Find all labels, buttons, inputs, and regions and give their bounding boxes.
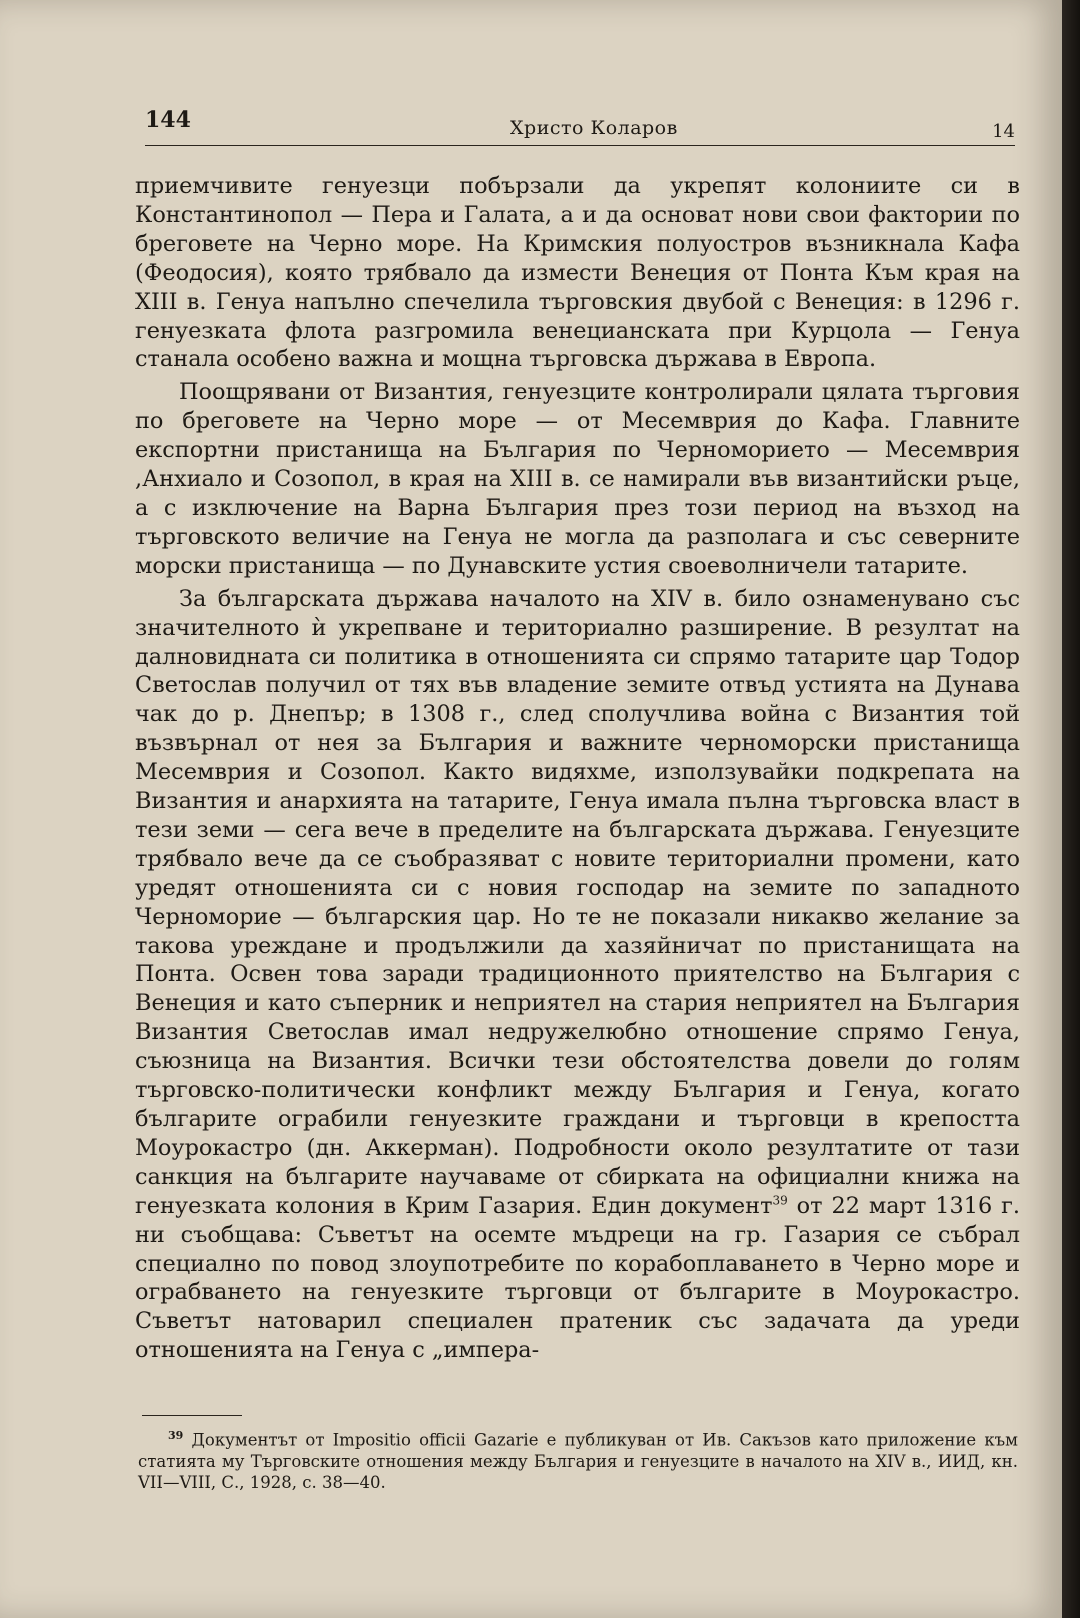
page-header bbox=[145, 105, 1015, 146]
footnote bbox=[138, 1425, 1018, 1493]
footnote-mark: 39 bbox=[168, 1429, 184, 1442]
page-number-right: 14 bbox=[992, 121, 1015, 142]
footnote-text-block bbox=[138, 1425, 1018, 1493]
running-head: Христо Коларов bbox=[510, 117, 678, 139]
paragraph-3-continuation: от 22 март 1316 г. ни съобщава: Съветът на осемте мъдреци на гр. Газария се събрал специално по повод злоупотребите по корабоплаването в Черно море и ограбването на генуезките търговци от българите в Моурокастро. Съветът натоварил специален пратеник със задачата да уреди отношенията на Генуа с „импера- bbox=[135, 1192, 1020, 1364]
page-number: 144 bbox=[145, 107, 191, 133]
book-spine-shadow bbox=[1062, 0, 1080, 1618]
paragraph-3-text: За българската държава началото на XIV в. било ознаменувано със значителното ѝ укрепване и териториално разширение. В резултат на далновидната си политика в отношенията си спрямо татарите цар Тодор Светослав получил от тях във владение земите отвъд устията на Дунава чак до р. Днепър; в 1308 г., след сполучлива война с Византия той възвърнал от нея за България и важните черноморски пристанища Месемврия и Созопол. Както видяхме, използувайки подкрепата на Византия и анархията на татарите, Генуа имала пълна търговска власт в тези земи — сега вече в пределите на българската държава. Генуезците трябвало вече да се съобразяват с новите териториални промени, като уредят отношенията си с новия господар на земите по западното Черноморие — българския цар. Но те не показали никакво желание за такова уреждане и продължили да хазяйничат по пристанищата на Понта. Освен това заради традиционното приятелство на България с Венеция и като съперник и неприятел на стария неприятел на България Византия Светослав имал недружелюбно отношение спрямо Генуа, съюзница на Византия. Всички тези обстоятелства довели до голям търговско-политически конфликт между България и Генуа, когато българите ограбили генуезките граждани и търговци в крепостта Моурокастро (дн. Аккерман). Подробности около резултатите от тази санкция на българите научаваме от сбирката на официални книжа на генуезката колония в Крим Газария. Един документ bbox=[135, 585, 1020, 1219]
footnote-reference: 39 bbox=[772, 1193, 788, 1208]
paragraph-3 bbox=[135, 585, 1020, 1365]
footnote-divider bbox=[142, 1415, 242, 1416]
footnote-text: Документът от Impositio officii Gazarie е публикуван от Ив. Сакъзов като приложение към статията му Търговските отношения между България и генуезците в началото на XIV в., ИИД, кн. VII—VIII, С., 1928, с. 38—40. bbox=[138, 1430, 1018, 1492]
body-text bbox=[135, 172, 1020, 1365]
paragraph-2: Поощрявани от Византия, генуезците контролирали цялата търговия по бреговете на Черно море — от Месемврия до Кафа. Главните експортни пристанища на България по Черноморието — Месемврия ,Анхиало и Созопол, в края на XIII в. се намирали във византийски ръце, а с изключение на Варна България през този период на възход на търговското величие на Генуа не могла да разполага и със северните морски пристанища — по Дунавските устия своеволничели татарите. bbox=[135, 379, 1020, 579]
paragraph-1: приемчивите генуезци побързали да укрепят колониите си в Константинопол — Пера и Галата, а и да основат нови свои фактории по бреговете на Черно море. На Кримския полуостров възникнала Кафа (Феодосия), която трябвало да измести Венеция от Понта Към края на XIII в. Генуа напълно спечелила търговския двубой с Венеция: в 1296 г. генуезката флота разгромила венецианската при Курцола — Генуа станала особено важна и мощна търговска държава в Европа. bbox=[135, 173, 1020, 373]
